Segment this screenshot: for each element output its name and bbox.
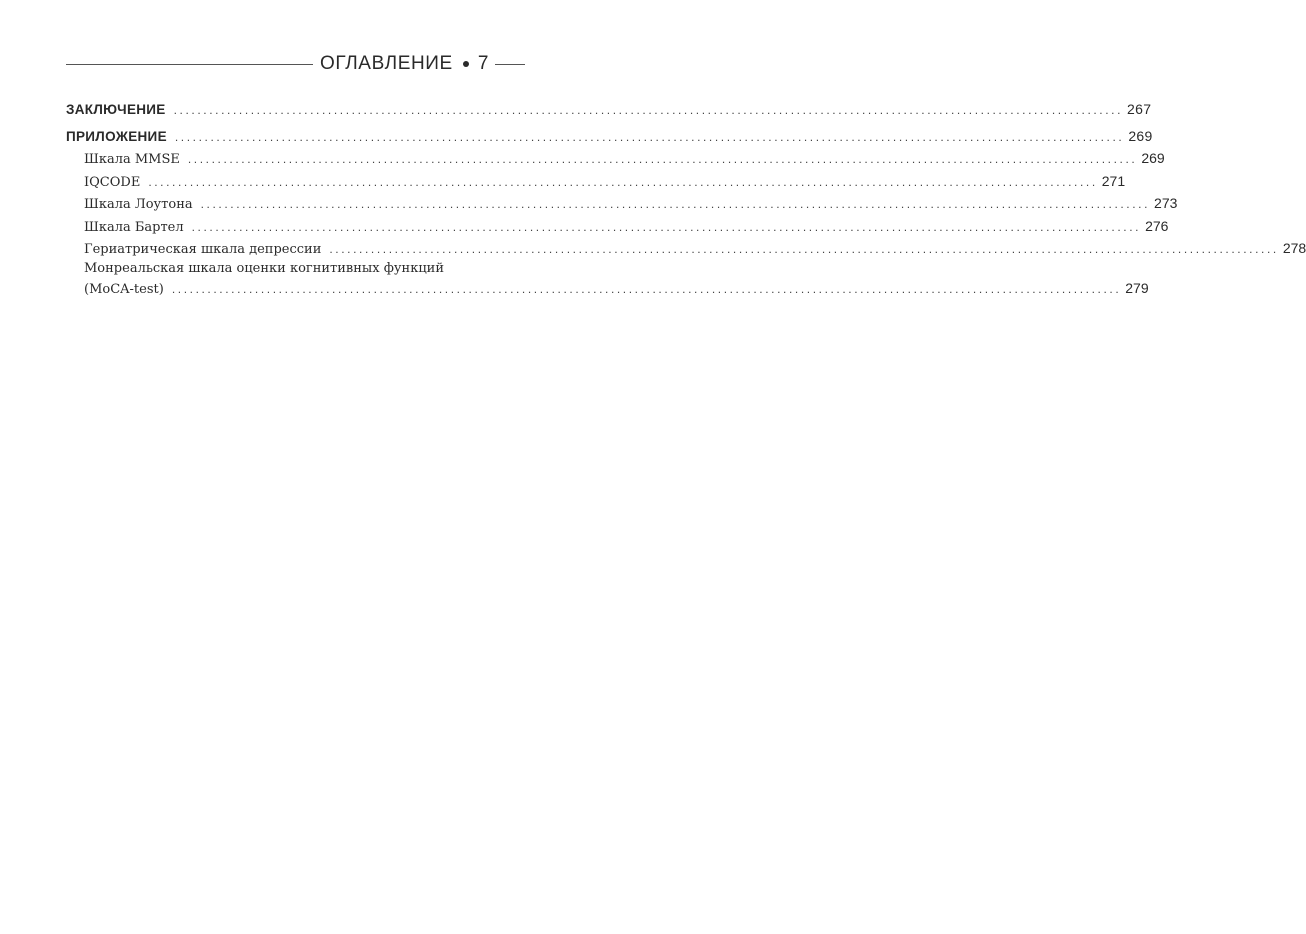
toc-subentry-depression: [66, 237, 1306, 260]
toc-leader-dots: ................................................................................................................................................................: [200, 197, 1151, 211]
toc-entry-label: ПРИЛОЖЕНИЕ: [66, 129, 167, 144]
toc-subentry-mmse: [66, 147, 1165, 170]
toc-leader-dots: ................................................................................................................................................................: [174, 130, 1125, 144]
toc-entry-label-line1: Монреальская шкала оценки когнитивных функций: [84, 260, 445, 276]
toc-entry-page: 273: [1154, 195, 1178, 211]
toc-entry-label: ЗАКЛЮЧЕНИЕ: [66, 102, 166, 117]
toc-entry-page: 276: [1145, 217, 1169, 234]
toc-entry-label-line2: (MoCA-test): [84, 281, 164, 297]
toc-subentry-iqcode: [66, 170, 1126, 193]
toc-entry-label: Шкала Лоутона: [84, 197, 193, 212]
toc-entry-label: Шкала Бартел: [84, 219, 184, 235]
toc-leader-dots: ................................................................................................................................................................: [329, 242, 1279, 256]
toc-entry-page: 267: [1127, 101, 1152, 117]
toc-entry-label: Шкала MMSE: [84, 152, 180, 167]
toc-entry-page: 278: [1282, 240, 1306, 256]
page-header: [66, 52, 525, 76]
toc-entry-label: IQCODE: [84, 174, 141, 190]
toc-entry-page: 269: [1128, 128, 1153, 144]
running-head: [313, 53, 495, 75]
toc-entry-conclusion: [66, 98, 1152, 120]
running-head-title: ОГЛАВЛЕНИЕ: [320, 53, 453, 74]
toc-leader-dots: ................................................................................................................................................................: [187, 152, 1138, 166]
table-of-contents: [66, 98, 1306, 298]
toc-leader-dots: ................................................................................................................................................................: [148, 174, 1098, 189]
toc-entry-page: 279: [1125, 279, 1149, 296]
toc-subentry-lawton: [66, 192, 1178, 215]
toc-entry-line2: [84, 278, 1149, 298]
toc-leader-dots: ................................................................................................................................................................: [171, 281, 1122, 296]
page-number: 7: [477, 53, 489, 74]
bullet-icon: [463, 61, 469, 67]
toc-leader-dots: ................................................................................................................................................................: [191, 219, 1142, 234]
toc-entry-appendix: [66, 125, 1153, 147]
toc-entry-page: 269: [1141, 150, 1165, 166]
header-rule-left: [66, 64, 313, 65]
header-rule-right: [495, 64, 525, 65]
toc-subentry-moca: [66, 260, 1149, 298]
toc-entry-label: Гериатрическая шкала депрессии: [84, 242, 322, 257]
toc-leader-dots: ................................................................................................................................................................: [173, 103, 1124, 117]
toc-subentry-barthel: [66, 215, 1169, 238]
toc-entry-page: 271: [1101, 172, 1126, 189]
